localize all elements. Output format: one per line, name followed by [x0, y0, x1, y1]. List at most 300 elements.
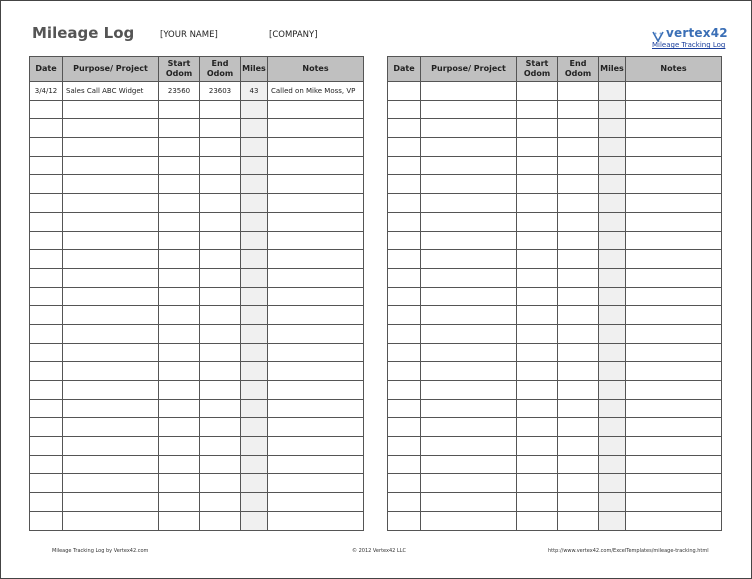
purpose-cell[interactable]: [63, 455, 159, 474]
start-odom-cell[interactable]: [517, 455, 558, 474]
miles-cell[interactable]: [599, 287, 626, 306]
start-odom-cell[interactable]: [517, 437, 558, 456]
start-odom-cell[interactable]: 23560: [159, 82, 200, 101]
miles-cell[interactable]: [241, 175, 268, 194]
notes-cell[interactable]: [268, 138, 364, 157]
date-cell[interactable]: [388, 474, 421, 493]
date-cell[interactable]: [388, 82, 421, 101]
date-cell[interactable]: [30, 156, 63, 175]
notes-cell[interactable]: [626, 437, 722, 456]
date-cell[interactable]: [30, 511, 63, 530]
notes-cell[interactable]: [626, 138, 722, 157]
notes-cell[interactable]: [268, 306, 364, 325]
miles-cell[interactable]: [599, 119, 626, 138]
miles-cell[interactable]: [241, 493, 268, 512]
start-odom-cell[interactable]: [517, 362, 558, 381]
end-odom-cell[interactable]: [200, 362, 241, 381]
end-odom-cell[interactable]: [558, 437, 599, 456]
notes-cell[interactable]: [626, 212, 722, 231]
date-cell[interactable]: [30, 381, 63, 400]
start-odom-cell[interactable]: [159, 100, 200, 119]
column-header-date: Date: [30, 57, 63, 82]
miles-cell[interactable]: [599, 418, 626, 437]
purpose-cell[interactable]: [63, 119, 159, 138]
date-cell[interactable]: [30, 455, 63, 474]
date-cell[interactable]: [388, 138, 421, 157]
miles-cell[interactable]: [241, 194, 268, 213]
notes-cell[interactable]: [626, 493, 722, 512]
date-cell[interactable]: [388, 250, 421, 269]
date-cell[interactable]: [30, 287, 63, 306]
purpose-cell[interactable]: [421, 455, 517, 474]
start-odom-cell[interactable]: [517, 119, 558, 138]
start-odom-cell[interactable]: [517, 399, 558, 418]
miles-cell[interactable]: [599, 493, 626, 512]
date-cell[interactable]: [388, 418, 421, 437]
end-odom-cell[interactable]: [200, 175, 241, 194]
purpose-cell[interactable]: [63, 399, 159, 418]
notes-cell[interactable]: [626, 455, 722, 474]
date-cell[interactable]: [388, 493, 421, 512]
end-odom-cell[interactable]: 23603: [200, 82, 241, 101]
purpose-cell[interactable]: [63, 418, 159, 437]
purpose-cell[interactable]: [421, 100, 517, 119]
miles-cell[interactable]: [241, 306, 268, 325]
purpose-cell[interactable]: [421, 493, 517, 512]
purpose-cell[interactable]: [421, 399, 517, 418]
start-odom-cell[interactable]: [159, 306, 200, 325]
start-odom-cell[interactable]: [517, 287, 558, 306]
table-row: [388, 343, 722, 362]
date-cell[interactable]: [388, 100, 421, 119]
mileage-tracking-log-link[interactable]: Mileage Tracking Log: [652, 41, 726, 49]
purpose-cell[interactable]: [63, 343, 159, 362]
column-header-start-odom: Start Odom: [159, 57, 200, 82]
notes-cell[interactable]: [268, 381, 364, 400]
start-odom-cell[interactable]: [159, 194, 200, 213]
date-cell[interactable]: [388, 194, 421, 213]
end-odom-cell[interactable]: [558, 362, 599, 381]
notes-cell[interactable]: [268, 474, 364, 493]
start-odom-cell[interactable]: [517, 474, 558, 493]
miles-cell[interactable]: [241, 100, 268, 119]
column-header-date: Date: [388, 57, 421, 82]
notes-cell[interactable]: [626, 268, 722, 287]
purpose-cell[interactable]: [421, 119, 517, 138]
miles-cell[interactable]: [599, 156, 626, 175]
notes-cell[interactable]: [268, 194, 364, 213]
miles-cell[interactable]: [241, 268, 268, 287]
date-cell[interactable]: [388, 399, 421, 418]
notes-cell[interactable]: [626, 287, 722, 306]
miles-cell[interactable]: [599, 82, 626, 101]
purpose-cell[interactable]: [421, 156, 517, 175]
miles-cell[interactable]: [599, 250, 626, 269]
start-odom-cell[interactable]: [517, 138, 558, 157]
purpose-cell[interactable]: [421, 362, 517, 381]
notes-cell[interactable]: [268, 268, 364, 287]
end-odom-cell[interactable]: [558, 100, 599, 119]
miles-cell[interactable]: [241, 474, 268, 493]
purpose-cell[interactable]: [421, 82, 517, 101]
start-odom-cell[interactable]: [159, 511, 200, 530]
date-cell[interactable]: [30, 437, 63, 456]
notes-cell[interactable]: [626, 156, 722, 175]
date-cell[interactable]: [388, 287, 421, 306]
start-odom-cell[interactable]: [517, 381, 558, 400]
purpose-cell[interactable]: [63, 381, 159, 400]
purpose-cell[interactable]: [421, 418, 517, 437]
end-odom-cell[interactable]: [200, 212, 241, 231]
miles-cell[interactable]: [599, 138, 626, 157]
miles-cell[interactable]: [599, 381, 626, 400]
table-row: [388, 268, 722, 287]
end-odom-cell[interactable]: [558, 212, 599, 231]
your-name-field[interactable]: [YOUR NAME]: [160, 30, 218, 40]
date-cell[interactable]: [30, 100, 63, 119]
start-odom-cell[interactable]: [517, 156, 558, 175]
purpose-cell[interactable]: [421, 268, 517, 287]
purpose-cell[interactable]: [421, 212, 517, 231]
date-cell[interactable]: [30, 231, 63, 250]
purpose-cell[interactable]: [421, 381, 517, 400]
end-odom-cell[interactable]: [558, 268, 599, 287]
date-cell[interactable]: [30, 474, 63, 493]
date-cell[interactable]: [30, 194, 63, 213]
notes-cell[interactable]: [268, 119, 364, 138]
miles-cell[interactable]: [241, 381, 268, 400]
date-cell[interactable]: [388, 212, 421, 231]
miles-cell[interactable]: [241, 212, 268, 231]
start-odom-cell[interactable]: [517, 418, 558, 437]
notes-cell[interactable]: [268, 399, 364, 418]
notes-cell[interactable]: [268, 250, 364, 269]
end-odom-cell[interactable]: [200, 493, 241, 512]
purpose-cell[interactable]: [63, 268, 159, 287]
start-odom-cell[interactable]: [159, 250, 200, 269]
notes-cell[interactable]: [268, 418, 364, 437]
date-cell[interactable]: [30, 268, 63, 287]
end-odom-cell[interactable]: [200, 324, 241, 343]
notes-cell[interactable]: [268, 343, 364, 362]
notes-cell[interactable]: [626, 231, 722, 250]
end-odom-cell[interactable]: [200, 231, 241, 250]
purpose-cell[interactable]: [421, 437, 517, 456]
date-cell[interactable]: [30, 418, 63, 437]
end-odom-cell[interactable]: [558, 493, 599, 512]
date-cell[interactable]: [388, 306, 421, 325]
start-odom-cell[interactable]: [159, 362, 200, 381]
purpose-cell[interactable]: [421, 175, 517, 194]
miles-cell[interactable]: [241, 437, 268, 456]
start-odom-cell[interactable]: [517, 306, 558, 325]
purpose-cell[interactable]: [63, 231, 159, 250]
miles-cell[interactable]: [599, 306, 626, 325]
miles-cell[interactable]: [599, 100, 626, 119]
miles-cell[interactable]: [599, 231, 626, 250]
end-odom-cell[interactable]: [200, 399, 241, 418]
start-odom-cell[interactable]: [159, 399, 200, 418]
end-odom-cell[interactable]: [200, 194, 241, 213]
notes-cell[interactable]: [268, 175, 364, 194]
notes-cell[interactable]: [626, 418, 722, 437]
end-odom-cell[interactable]: [200, 268, 241, 287]
notes-cell[interactable]: [626, 362, 722, 381]
date-cell[interactable]: [30, 212, 63, 231]
start-odom-cell[interactable]: [517, 175, 558, 194]
start-odom-cell[interactable]: [159, 418, 200, 437]
date-cell[interactable]: [30, 175, 63, 194]
start-odom-cell[interactable]: [159, 138, 200, 157]
start-odom-cell[interactable]: [517, 343, 558, 362]
end-odom-cell[interactable]: [558, 231, 599, 250]
notes-cell[interactable]: [626, 474, 722, 493]
purpose-cell[interactable]: [421, 250, 517, 269]
miles-cell[interactable]: [599, 194, 626, 213]
date-cell[interactable]: [30, 119, 63, 138]
miles-cell[interactable]: [599, 511, 626, 530]
purpose-cell[interactable]: [63, 100, 159, 119]
end-odom-cell[interactable]: [200, 306, 241, 325]
start-odom-cell[interactable]: [159, 437, 200, 456]
date-cell[interactable]: [30, 493, 63, 512]
notes-cell[interactable]: [268, 511, 364, 530]
miles-cell[interactable]: [241, 324, 268, 343]
start-odom-cell[interactable]: [517, 212, 558, 231]
purpose-cell[interactable]: [421, 474, 517, 493]
purpose-cell[interactable]: [63, 511, 159, 530]
notes-cell[interactable]: [626, 119, 722, 138]
end-odom-cell[interactable]: [200, 287, 241, 306]
start-odom-cell[interactable]: [517, 231, 558, 250]
start-odom-cell[interactable]: [159, 474, 200, 493]
purpose-cell[interactable]: [63, 156, 159, 175]
miles-cell[interactable]: [599, 399, 626, 418]
start-odom-cell[interactable]: [517, 82, 558, 101]
purpose-cell[interactable]: [421, 343, 517, 362]
start-odom-cell[interactable]: [159, 212, 200, 231]
purpose-cell[interactable]: [63, 175, 159, 194]
miles-cell[interactable]: [241, 418, 268, 437]
date-cell[interactable]: [30, 399, 63, 418]
date-cell[interactable]: [388, 324, 421, 343]
purpose-cell[interactable]: [63, 474, 159, 493]
start-odom-cell[interactable]: [159, 287, 200, 306]
purpose-cell[interactable]: [63, 362, 159, 381]
end-odom-cell[interactable]: [558, 119, 599, 138]
date-cell[interactable]: [388, 268, 421, 287]
end-odom-cell[interactable]: [558, 194, 599, 213]
start-odom-cell[interactable]: [517, 250, 558, 269]
end-odom-cell[interactable]: [200, 119, 241, 138]
end-odom-cell[interactable]: [200, 156, 241, 175]
start-odom-cell[interactable]: [159, 231, 200, 250]
purpose-cell[interactable]: [63, 287, 159, 306]
footer-copyright: © 2012 Vertex42 LLC: [352, 548, 406, 554]
end-odom-cell[interactable]: [558, 306, 599, 325]
start-odom-cell[interactable]: [159, 381, 200, 400]
miles-cell[interactable]: [241, 156, 268, 175]
end-odom-cell[interactable]: [558, 343, 599, 362]
start-odom-cell[interactable]: [517, 100, 558, 119]
purpose-cell[interactable]: [63, 138, 159, 157]
miles-cell[interactable]: [241, 287, 268, 306]
purpose-cell[interactable]: [421, 287, 517, 306]
date-cell[interactable]: [388, 511, 421, 530]
end-odom-cell[interactable]: [558, 324, 599, 343]
miles-cell[interactable]: [241, 399, 268, 418]
end-odom-cell[interactable]: [200, 381, 241, 400]
date-cell[interactable]: [388, 119, 421, 138]
date-cell[interactable]: [388, 343, 421, 362]
start-odom-cell[interactable]: [517, 268, 558, 287]
miles-cell[interactable]: [241, 362, 268, 381]
purpose-cell[interactable]: [421, 194, 517, 213]
date-cell[interactable]: [30, 250, 63, 269]
end-odom-cell[interactable]: [200, 437, 241, 456]
end-odom-cell[interactable]: [558, 399, 599, 418]
miles-cell[interactable]: [599, 175, 626, 194]
notes-cell[interactable]: [268, 362, 364, 381]
purpose-cell[interactable]: [63, 250, 159, 269]
miles-cell[interactable]: [599, 324, 626, 343]
table-row: [30, 82, 364, 101]
date-cell[interactable]: [388, 455, 421, 474]
date-cell[interactable]: [30, 362, 63, 381]
start-odom-cell[interactable]: [159, 493, 200, 512]
notes-cell[interactable]: [268, 437, 364, 456]
notes-cell[interactable]: [626, 324, 722, 343]
notes-cell[interactable]: [626, 82, 722, 101]
miles-cell[interactable]: [599, 455, 626, 474]
start-odom-cell[interactable]: [159, 175, 200, 194]
start-odom-cell[interactable]: [517, 194, 558, 213]
start-odom-cell[interactable]: [517, 511, 558, 530]
purpose-cell[interactable]: [421, 306, 517, 325]
notes-cell[interactable]: [268, 156, 364, 175]
notes-cell[interactable]: [626, 381, 722, 400]
date-cell[interactable]: [388, 231, 421, 250]
notes-cell[interactable]: [626, 399, 722, 418]
miles-cell[interactable]: [599, 362, 626, 381]
notes-cell[interactable]: [268, 100, 364, 119]
end-odom-cell[interactable]: [558, 138, 599, 157]
end-odom-cell[interactable]: [558, 175, 599, 194]
company-field[interactable]: [COMPANY]: [269, 30, 318, 40]
date-cell[interactable]: [30, 138, 63, 157]
end-odom-cell[interactable]: [558, 455, 599, 474]
start-odom-cell[interactable]: [159, 455, 200, 474]
end-odom-cell[interactable]: [200, 511, 241, 530]
date-cell[interactable]: 3/4/12: [30, 82, 63, 101]
purpose-cell[interactable]: [421, 138, 517, 157]
end-odom-cell[interactable]: [200, 418, 241, 437]
end-odom-cell[interactable]: [200, 474, 241, 493]
miles-cell[interactable]: [599, 212, 626, 231]
purpose-cell[interactable]: [63, 212, 159, 231]
notes-cell[interactable]: [626, 100, 722, 119]
end-odom-cell[interactable]: [558, 474, 599, 493]
start-odom-cell[interactable]: [159, 343, 200, 362]
start-odom-cell[interactable]: [517, 493, 558, 512]
miles-cell[interactable]: [599, 474, 626, 493]
end-odom-cell[interactable]: [200, 138, 241, 157]
table-row: [30, 343, 364, 362]
notes-cell[interactable]: [626, 306, 722, 325]
purpose-cell[interactable]: [421, 231, 517, 250]
notes-cell[interactable]: [626, 175, 722, 194]
end-odom-cell[interactable]: [558, 250, 599, 269]
purpose-cell[interactable]: [421, 324, 517, 343]
miles-cell[interactable]: [241, 511, 268, 530]
date-cell[interactable]: [30, 324, 63, 343]
notes-cell[interactable]: [626, 194, 722, 213]
date-cell[interactable]: [388, 175, 421, 194]
miles-cell[interactable]: [241, 343, 268, 362]
miles-cell[interactable]: [241, 455, 268, 474]
notes-cell[interactable]: [268, 493, 364, 512]
date-cell[interactable]: [388, 156, 421, 175]
purpose-cell[interactable]: Sales Call ABC Widget: [63, 82, 159, 101]
end-odom-cell[interactable]: [558, 82, 599, 101]
end-odom-cell[interactable]: [558, 287, 599, 306]
purpose-cell[interactable]: [63, 493, 159, 512]
end-odom-cell[interactable]: [558, 511, 599, 530]
notes-cell[interactable]: [626, 343, 722, 362]
miles-cell[interactable]: [599, 437, 626, 456]
purpose-cell[interactable]: [63, 194, 159, 213]
notes-cell[interactable]: [268, 212, 364, 231]
end-odom-cell[interactable]: [200, 343, 241, 362]
notes-cell[interactable]: [268, 231, 364, 250]
purpose-cell[interactable]: [63, 306, 159, 325]
start-odom-cell[interactable]: [159, 268, 200, 287]
notes-cell[interactable]: [626, 250, 722, 269]
date-cell[interactable]: [388, 437, 421, 456]
notes-cell[interactable]: [268, 287, 364, 306]
date-cell[interactable]: [388, 362, 421, 381]
start-odom-cell[interactable]: [159, 156, 200, 175]
end-odom-cell[interactable]: [558, 418, 599, 437]
table-row: [388, 231, 722, 250]
miles-cell[interactable]: [241, 231, 268, 250]
purpose-cell[interactable]: [63, 437, 159, 456]
start-odom-cell[interactable]: [517, 324, 558, 343]
start-odom-cell[interactable]: [159, 324, 200, 343]
end-odom-cell[interactable]: [200, 100, 241, 119]
miles-cell[interactable]: [599, 268, 626, 287]
end-odom-cell[interactable]: [558, 156, 599, 175]
miles-cell[interactable]: [241, 119, 268, 138]
miles-cell[interactable]: [241, 138, 268, 157]
date-cell[interactable]: [30, 306, 63, 325]
date-cell[interactable]: [388, 381, 421, 400]
purpose-cell[interactable]: [63, 324, 159, 343]
end-odom-cell[interactable]: [558, 381, 599, 400]
start-odom-cell[interactable]: [159, 119, 200, 138]
date-cell[interactable]: [30, 343, 63, 362]
notes-cell[interactable]: [268, 455, 364, 474]
miles-cell[interactable]: [599, 343, 626, 362]
notes-cell[interactable]: [268, 324, 364, 343]
end-odom-cell[interactable]: [200, 250, 241, 269]
miles-cell[interactable]: [241, 250, 268, 269]
notes-cell[interactable]: [626, 511, 722, 530]
end-odom-cell[interactable]: [200, 455, 241, 474]
purpose-cell[interactable]: [421, 511, 517, 530]
miles-cell[interactable]: 43: [241, 82, 268, 101]
notes-cell[interactable]: Called on Mike Moss, VP: [268, 82, 364, 101]
